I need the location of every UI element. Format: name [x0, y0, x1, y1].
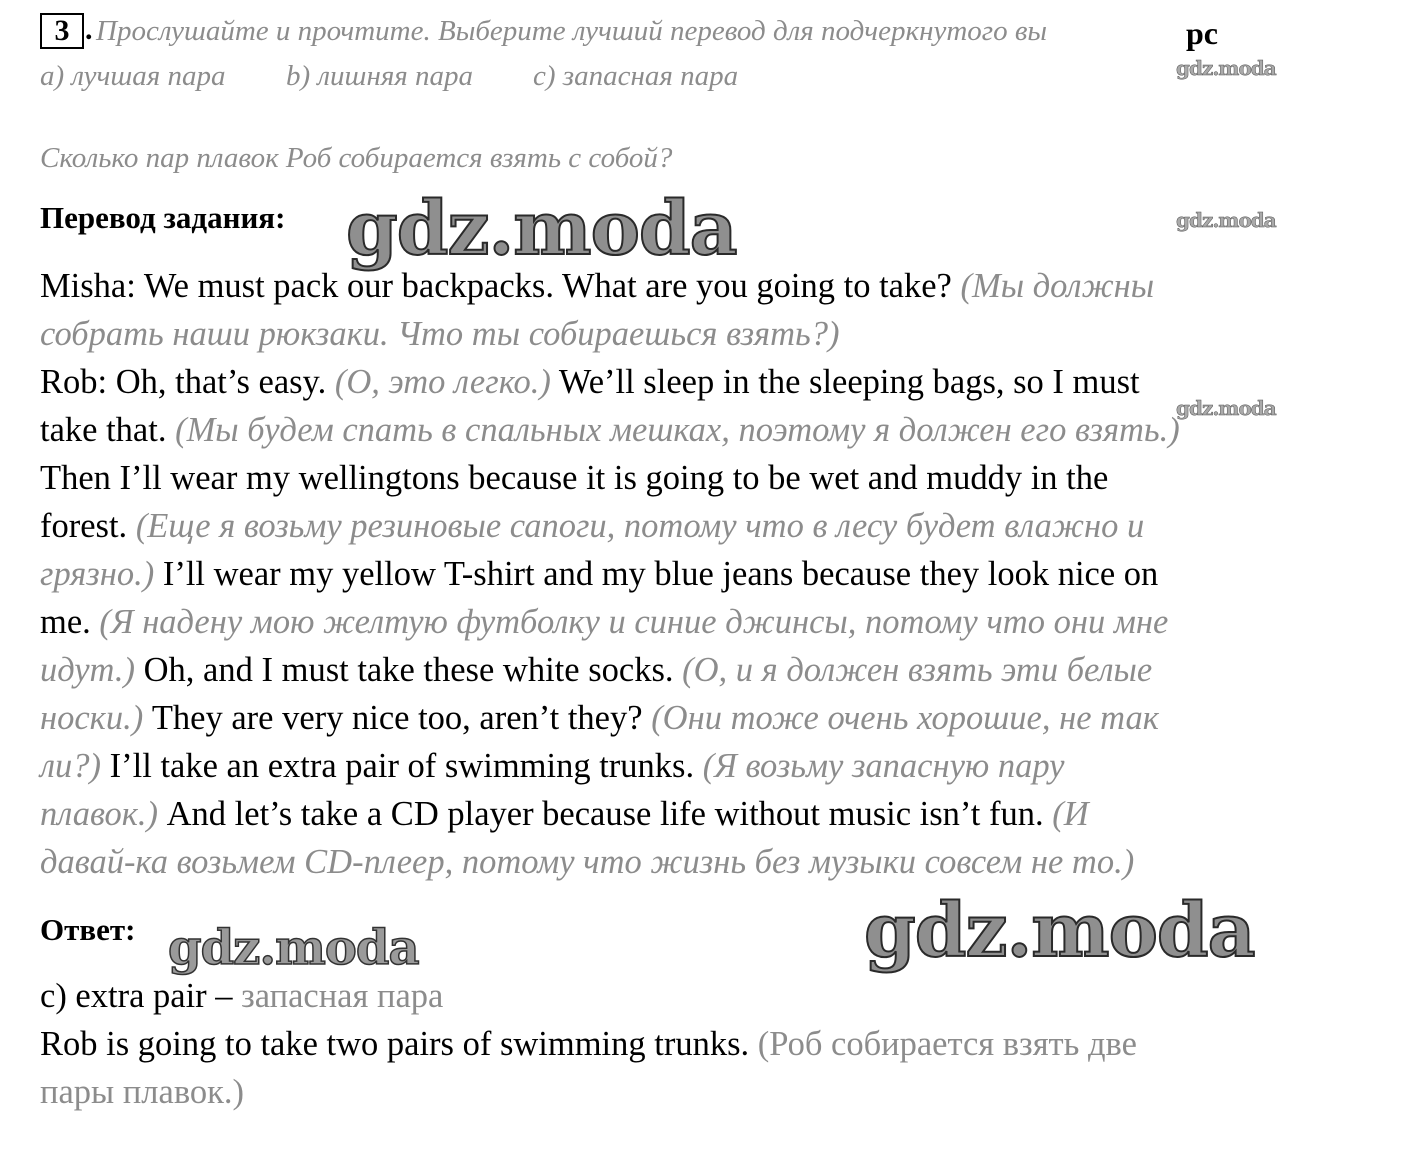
option-b: b) лишняя пара	[286, 60, 474, 92]
answer-line-1-en: c) extra pair –	[40, 977, 242, 1015]
translation-line	[40, 694, 1159, 742]
option-c: c) запасная пара	[533, 60, 739, 92]
translation-line	[40, 598, 1168, 646]
russian-translation-text: (Я надену мою желтую футболку и синие джинсы, потому что они мне	[99, 603, 1169, 641]
russian-translation-text: (Я возьму запасную пару	[702, 747, 1065, 785]
answer-line-2-ru: (Роб собирается взять две	[757, 1025, 1137, 1063]
russian-translation-text: (Еще я возьму резиновые сапоги, потому что в лесу будет влажно и	[135, 507, 1145, 545]
russian-translation-text: собрать наши рюкзаки. Что ты собираешься взять?)	[40, 315, 840, 353]
english-dialogue-text: And let’s take a CD player because life without music isn’t fun.	[158, 795, 1053, 833]
russian-translation-text: ли?)	[40, 747, 102, 785]
translation-line	[40, 358, 1140, 406]
watermark-small-top: gdz.moda	[1176, 56, 1276, 80]
answer-line-2	[40, 1020, 1137, 1068]
russian-translation-text: идут.)	[40, 651, 136, 689]
task-instruction-cut: рс	[1186, 15, 1218, 51]
russian-translation-text: (И	[1052, 795, 1089, 833]
english-dialogue-text: Rob: Oh, that’s easy.	[40, 363, 335, 401]
answer-line-1	[40, 972, 443, 1020]
russian-translation-text: (Мы будем спать в спальных мешках, поэтому я должен его взять.)	[175, 411, 1180, 449]
russian-translation-text: давай-ка возьмем CD-плеер, потому что жизнь без музыки совсем не то.)	[40, 843, 1135, 881]
translation-line	[40, 550, 1158, 598]
translation-line	[40, 742, 1064, 790]
watermark-large-answer: gdz.moda	[864, 888, 1255, 974]
watermark-large-heading: gdz.moda	[346, 186, 737, 272]
russian-translation-text: (Мы должны	[960, 267, 1155, 305]
russian-translation-text: (О, и я должен взять эти белые	[682, 651, 1153, 689]
english-dialogue-text: I’ll wear my yellow T-shirt and my blue jeans because they look nice on	[154, 555, 1159, 593]
translation-line	[40, 502, 1144, 550]
translation-line	[40, 310, 839, 358]
english-dialogue-text: They are very nice too, aren’t they?	[143, 699, 652, 737]
english-dialogue-text: forest.	[40, 507, 136, 545]
translation-heading: Перевод задания:	[40, 200, 286, 235]
answer-heading: Ответ:	[40, 912, 136, 947]
translation-line	[40, 838, 1134, 886]
english-dialogue-text: take that.	[40, 411, 176, 449]
watermark-small-mid: gdz.moda	[1176, 208, 1276, 232]
task-question: Сколько пар плавок Роб собирается взять с собой?	[40, 142, 673, 174]
option-a: a) лучшая пара	[40, 60, 226, 92]
answer-line-3: пары плавок.)	[40, 1073, 245, 1111]
russian-translation-text: грязно.)	[40, 555, 155, 593]
english-dialogue-text: We’ll sleep in the sleeping bags, so I must	[550, 363, 1140, 401]
english-dialogue-text: Misha: We must pack our backpacks. What are you going to take?	[40, 267, 961, 305]
english-dialogue-text: Then I’ll wear my wellingtons because it is going to be wet and muddy in the	[40, 459, 1109, 497]
russian-translation-text: (Они тоже очень хорошие, не так	[651, 699, 1159, 737]
answer-line-1-ru: запасная пара	[241, 977, 444, 1015]
watermark-small-low: gdz.moda	[1176, 396, 1276, 420]
watermark-answer-left: gdz.moda	[168, 920, 419, 976]
task-number-dot: .	[85, 13, 93, 46]
task-number-box: 3	[40, 13, 84, 49]
translation-line	[40, 406, 1180, 454]
translation-line	[40, 646, 1152, 694]
translation-line	[40, 790, 1089, 838]
russian-translation-text: (О, это легко.)	[334, 363, 551, 401]
english-dialogue-text: me.	[40, 603, 100, 641]
english-dialogue-text: Oh, and I must take these white socks.	[135, 651, 683, 689]
answer-line-2-en: Rob is going to take two pairs of swimming trunks.	[40, 1025, 758, 1063]
translation-line	[40, 454, 1108, 502]
russian-translation-text: плавок.)	[40, 795, 158, 833]
task-instruction: Прослушайте и прочтите. Выберите лучший перевод для подчеркнутого вы	[96, 15, 1048, 47]
russian-translation-text: носки.)	[40, 699, 144, 737]
english-dialogue-text: I’ll take an extra pair of swimming trunks.	[101, 747, 703, 785]
